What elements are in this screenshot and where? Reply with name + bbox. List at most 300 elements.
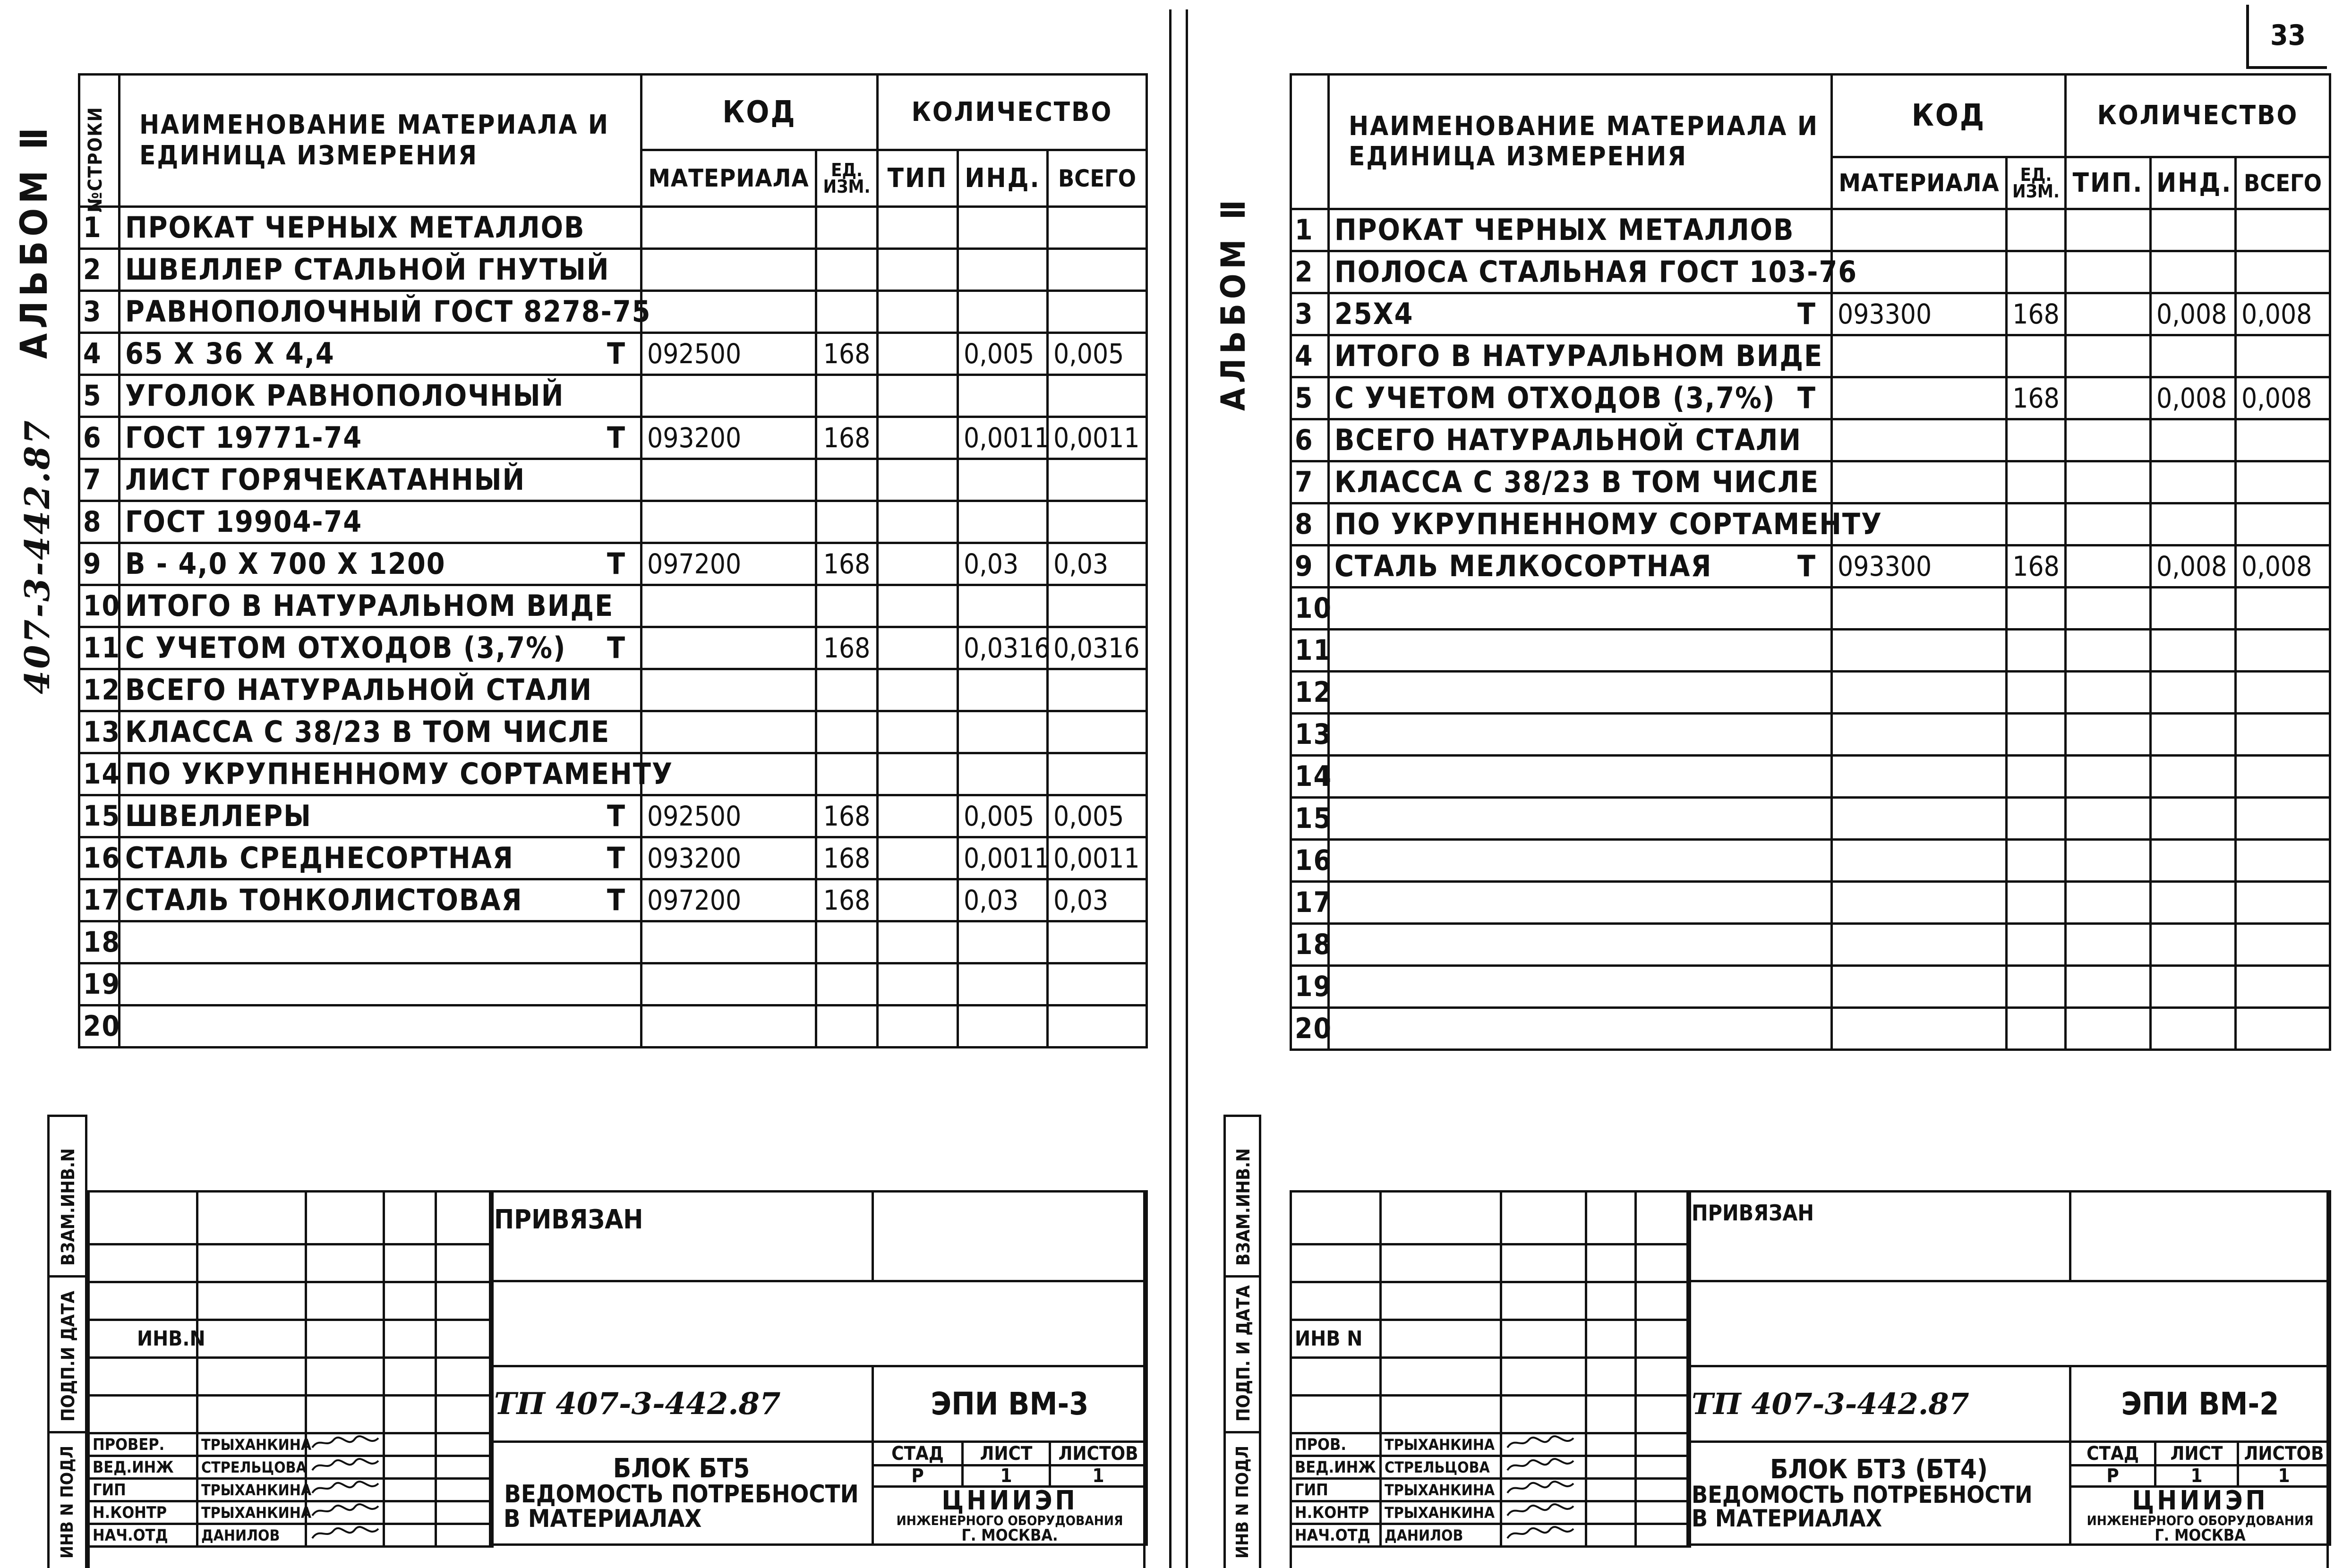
- row-ed: 168: [816, 417, 878, 459]
- kolichestvo-header: КОЛИЧЕСТВО: [878, 75, 1147, 150]
- table-row: [1291, 335, 2330, 377]
- left-privyazan: ПРИВЯЗАН: [490, 1192, 873, 1281]
- row-ind: [958, 585, 1048, 627]
- row-code: [1832, 714, 2007, 756]
- row-ed: [816, 711, 878, 753]
- row-code: [1832, 209, 2007, 251]
- row-tip: [878, 1006, 958, 1048]
- signature-extra: [436, 1501, 493, 1524]
- name-header-line2: ЕДИНИЦА ИЗМЕРЕНИЯ: [139, 140, 479, 171]
- row-number: 6: [1291, 419, 1329, 461]
- signature-name: СТРЕЛЬЦОВА: [197, 1456, 306, 1479]
- row-ind: [958, 207, 1048, 249]
- row-ed: [816, 585, 878, 627]
- signature-mark: [1501, 1433, 1586, 1456]
- table-row: [79, 417, 1147, 459]
- row-total: 0,0316: [1048, 627, 1147, 669]
- left-list-h: ЛИСТ: [963, 1442, 1050, 1466]
- row-tip: [878, 963, 958, 1006]
- table-row: [1291, 672, 2330, 714]
- row-tip: [878, 585, 958, 627]
- row-tip: [878, 375, 958, 417]
- row-ed: 168: [816, 795, 878, 837]
- left-org2: ИНЖЕНЕРНОГО ОБОРУДОВАНИЯ: [896, 1513, 1123, 1528]
- table-row: [1291, 798, 2330, 840]
- row-tip: [2066, 503, 2151, 545]
- row-unit: Т: [607, 799, 626, 833]
- row-tip: [2066, 419, 2151, 461]
- row-tip: [878, 921, 958, 963]
- row-tip: [878, 501, 958, 543]
- row-name-text: ИТОГО В НАТУРАЛЬНОМ ВИДЕ: [1334, 339, 1823, 373]
- row-tip: [2066, 293, 2151, 335]
- row-total: [1048, 711, 1147, 753]
- signature-row: [1291, 1456, 1690, 1479]
- row-ind: [2151, 924, 2236, 966]
- right-title1: БЛОК БТ3 (БТ4): [1770, 1454, 1988, 1485]
- row-tip: [2066, 630, 2151, 672]
- right-podp-label: ПОДП. И ДАТА: [1233, 1285, 1254, 1422]
- row-name-text: ЛИСТ ГОРЯЧЕКАТАННЫЙ: [125, 462, 526, 497]
- row-number: 20: [79, 1006, 120, 1048]
- row-ed: [2007, 714, 2066, 756]
- row-name-text: СТАЛЬ ТОНКОЛИСТОВАЯ: [125, 883, 523, 917]
- row-total: [1048, 291, 1147, 333]
- row-ed: [816, 249, 878, 291]
- row-name-text: ГОСТ 19771-74: [125, 420, 363, 455]
- row-tip: [2066, 209, 2151, 251]
- row-ind: [2151, 966, 2236, 1008]
- table-row: [79, 291, 1147, 333]
- row-tip: [2066, 756, 2151, 798]
- right-rownum-header: [1291, 75, 1329, 209]
- row-ed: [816, 375, 878, 417]
- row-tip: [878, 627, 958, 669]
- row-ed: [2007, 630, 2066, 672]
- signature-row: [1291, 1433, 1690, 1456]
- row-name-text: ВСЕГО НАТУРАЛЬНОЙ СТАЛИ: [125, 673, 593, 707]
- left-inv-label: ИНВ N ПОДЛ: [58, 1446, 77, 1559]
- row-number: 11: [1291, 630, 1329, 672]
- row-name: [1329, 630, 1832, 672]
- row-total: [2236, 1008, 2330, 1050]
- left-org1: ЦНИИЭП: [941, 1485, 1078, 1516]
- signature-date: [384, 1433, 436, 1456]
- row-total: [2236, 924, 2330, 966]
- row-number: 9: [79, 543, 120, 585]
- row-ed: [816, 753, 878, 795]
- signature-extra: [1636, 1501, 1690, 1524]
- row-total: 0,0011: [1048, 837, 1147, 879]
- row-total: [2236, 756, 2330, 798]
- row-number: 14: [79, 753, 120, 795]
- right-org1: ЦНИИЭП: [2132, 1485, 2268, 1516]
- row-name: [1329, 840, 1832, 882]
- row-tip: [878, 669, 958, 711]
- row-number: 12: [1291, 672, 1329, 714]
- row-ed: [2007, 756, 2066, 798]
- row-number: 13: [79, 711, 120, 753]
- left-listov-h: ЛИСТОВ: [1050, 1442, 1147, 1466]
- row-number: 6: [79, 417, 120, 459]
- row-total: 0,008: [2236, 545, 2330, 588]
- row-name: [1329, 209, 1832, 251]
- row-name: [1329, 756, 1832, 798]
- row-ind: [2151, 335, 2236, 377]
- row-code: [641, 627, 816, 669]
- row-tip: [2066, 251, 2151, 293]
- row-name: [1329, 798, 1832, 840]
- signature-role: Н.КОНТР: [89, 1501, 197, 1524]
- row-ind: 0,005: [958, 795, 1048, 837]
- row-name-text: СТАЛЬ МЕЛКОСОРТНАЯ: [1334, 549, 1712, 583]
- row-ind: [2151, 714, 2236, 756]
- row-code: [641, 1006, 816, 1048]
- row-name-text: С УЧЕТОМ ОТХОДОВ (3,7%): [1334, 381, 1776, 415]
- row-ed: [2007, 335, 2066, 377]
- row-name-text: ПРОКАТ ЧЕРНЫХ МЕТАЛЛОВ: [125, 210, 585, 245]
- row-ed: 168: [2007, 377, 2066, 419]
- row-ind: 0,005: [958, 333, 1048, 375]
- row-tip: [2066, 461, 2151, 503]
- right-name-header-line1: НАИМЕНОВАНИЕ МАТЕРИАЛА И: [1349, 111, 1819, 142]
- signature-extra: [436, 1524, 493, 1547]
- right-title3: В МАТЕРИАЛАХ: [1692, 1504, 1882, 1532]
- row-ed: 168: [816, 543, 878, 585]
- signature-role: НАЧ.ОТД: [1291, 1524, 1381, 1547]
- row-total: 0,03: [1048, 879, 1147, 921]
- row-ind: [2151, 756, 2236, 798]
- row-ed: [2007, 209, 2066, 251]
- row-total: [1048, 753, 1147, 795]
- row-name: [120, 375, 641, 417]
- row-unit: Т: [607, 420, 626, 455]
- signature-role: Н.КОНТР: [1291, 1501, 1381, 1524]
- row-ind: 0,0011: [958, 417, 1048, 459]
- table-row: [1291, 377, 2330, 419]
- row-name: [120, 333, 641, 375]
- row-name: [120, 249, 641, 291]
- table-row: [1291, 419, 2330, 461]
- row-ed: [2007, 798, 2066, 840]
- row-name: [1329, 251, 1858, 293]
- row-tip: [878, 837, 958, 879]
- row-tip: [2066, 924, 2151, 966]
- right-privyazan: ПРИВЯЗАН: [1688, 1192, 2070, 1281]
- left-album-label: АЛЬБОМ Ⅱ: [13, 123, 56, 359]
- row-total: [2236, 588, 2330, 630]
- row-total: [1048, 963, 1147, 1006]
- row-ed: [2007, 924, 2066, 966]
- right-org3: Г. МОСКВА: [2155, 1526, 2246, 1545]
- row-name: [1329, 924, 1832, 966]
- row-total: [1048, 249, 1147, 291]
- row-total: [2236, 882, 2330, 924]
- row-total: [1048, 585, 1147, 627]
- signature-extra: [436, 1456, 493, 1479]
- signature-extra: [1636, 1524, 1690, 1547]
- signature-date: [384, 1479, 436, 1501]
- row-number: 10: [1291, 588, 1329, 630]
- row-tip: [878, 543, 958, 585]
- row-ind: 0,0316: [958, 627, 1048, 669]
- row-code: [1832, 251, 2007, 293]
- vsego-header: ВСЕГО: [1048, 150, 1147, 207]
- row-unit: Т: [1797, 381, 1816, 415]
- table-row: [79, 585, 1147, 627]
- row-code: [641, 249, 816, 291]
- signature-name: ТРЫХАНКИНА: [1381, 1479, 1501, 1501]
- row-code: [1832, 756, 2007, 798]
- row-name-text: СТАЛЬ СРЕДНЕСОРТНАЯ: [125, 841, 514, 875]
- signature-date: [1586, 1524, 1636, 1547]
- row-name: [1329, 377, 1832, 419]
- signature-role: ВЕД.ИНЖ: [89, 1456, 197, 1479]
- signature-scribble-icon: [1505, 1434, 1576, 1451]
- row-ind: [2151, 461, 2236, 503]
- row-code: [1832, 840, 2007, 882]
- row-tip: [2066, 1008, 2151, 1050]
- row-ind: [2151, 419, 2236, 461]
- row-number: 1: [79, 207, 120, 249]
- right-list-h: ЛИСТ: [2155, 1442, 2238, 1466]
- right-material-header: МАТЕРИАЛА: [1832, 157, 2007, 209]
- row-name: [1329, 588, 1832, 630]
- row-total: [1048, 501, 1147, 543]
- row-ind: 0,008: [2151, 377, 2236, 419]
- right-signature-grid: [1290, 1190, 1691, 1548]
- row-number: 4: [79, 333, 120, 375]
- row-unit: Т: [607, 336, 626, 371]
- row-ed: [2007, 882, 2066, 924]
- row-ind: [2151, 798, 2236, 840]
- row-ed: 168: [816, 333, 878, 375]
- row-name: [120, 795, 641, 837]
- row-ind: [958, 753, 1048, 795]
- row-code: [1832, 419, 2007, 461]
- row-total: 0,008: [2236, 377, 2330, 419]
- row-ind: [2151, 251, 2236, 293]
- signature-date: [1586, 1501, 1636, 1524]
- row-total: [2236, 966, 2330, 1008]
- row-name-text: ШВЕЛЛЕР СТАЛЬНОЙ ГНУТЫЙ: [125, 252, 610, 287]
- signature-mark: [306, 1501, 384, 1524]
- row-code: [1832, 461, 2007, 503]
- row-code: [641, 207, 816, 249]
- row-code: [641, 501, 816, 543]
- row-code: 093300: [1832, 545, 2007, 588]
- row-ind: [958, 921, 1048, 963]
- signature-role: ВЕД.ИНЖ: [1291, 1456, 1381, 1479]
- row-code: [641, 921, 816, 963]
- row-code: 092500: [641, 795, 816, 837]
- row-code: 093300: [1832, 293, 2007, 335]
- right-inv-cell: ИНВ N: [1291, 1320, 1381, 1358]
- left-listov-v: 1: [1050, 1466, 1147, 1487]
- row-code: 097200: [641, 879, 816, 921]
- row-ed: [2007, 672, 2066, 714]
- row-ed: 168: [816, 879, 878, 921]
- row-code: [641, 585, 816, 627]
- row-ind: [2151, 503, 2236, 545]
- signature-row: [89, 1501, 493, 1524]
- row-name: [1329, 882, 1832, 924]
- right-kod-header: КОД: [1832, 75, 2066, 157]
- row-name: [120, 837, 641, 879]
- signature-scribble-icon: [310, 1457, 381, 1474]
- row-total: [2236, 714, 2330, 756]
- row-ed: [2007, 251, 2066, 293]
- row-ind: [958, 459, 1048, 501]
- signature-mark: [306, 1524, 384, 1547]
- row-ed: 168: [2007, 545, 2066, 588]
- row-ed: [816, 1006, 878, 1048]
- row-number: 18: [79, 921, 120, 963]
- row-name-text: 65 Х 36 Х 4,4: [125, 336, 335, 371]
- row-total: [1048, 921, 1147, 963]
- page-number: 33: [2246, 5, 2327, 69]
- row-name: [120, 207, 641, 249]
- signature-name: ТРЫХАНКИНА: [197, 1501, 306, 1524]
- row-ind: [2151, 630, 2236, 672]
- table-row: [1291, 630, 2330, 672]
- signature-scribble-icon: [310, 1434, 381, 1451]
- signature-mark: [1501, 1456, 1586, 1479]
- ed-izm-header: [816, 150, 878, 207]
- left-side-divider-2: [47, 1431, 87, 1433]
- row-name: [120, 585, 641, 627]
- row-tip: [2066, 840, 2151, 882]
- row-code: [1832, 966, 2007, 1008]
- table-row: [79, 795, 1147, 837]
- row-name: [120, 753, 674, 795]
- row-ind: [958, 963, 1048, 1006]
- row-code: [1832, 672, 2007, 714]
- signature-scribble-icon: [310, 1525, 381, 1542]
- signature-role: ГИП: [89, 1479, 197, 1501]
- row-name: [120, 921, 641, 963]
- tip-header: ТИП: [878, 150, 958, 207]
- right-vzam-label: ВЗАМ.ИНВ.N: [1233, 1148, 1254, 1266]
- row-number: 4: [1291, 335, 1329, 377]
- material-header: МАТЕРИАЛА: [641, 150, 816, 207]
- left-org-cell: [873, 1487, 1147, 1545]
- right-tip-header: ТИП.: [2066, 157, 2151, 209]
- row-number: 8: [1291, 503, 1329, 545]
- table-row: [79, 333, 1147, 375]
- row-tip: [2066, 714, 2151, 756]
- row-name: [120, 459, 641, 501]
- row-name-text: С УЧЕТОМ ОТХОДОВ (3,7%): [125, 631, 566, 665]
- row-number: 18: [1291, 924, 1329, 966]
- row-number: 13: [1291, 714, 1329, 756]
- row-ed: [2007, 1008, 2066, 1050]
- row-tip: [878, 795, 958, 837]
- row-ind: [958, 501, 1048, 543]
- row-number: 5: [1291, 377, 1329, 419]
- row-ind: [958, 711, 1048, 753]
- row-tip: [878, 333, 958, 375]
- row-name-text: ШВЕЛЛЕРЫ: [125, 799, 312, 833]
- signature-mark: [1501, 1501, 1586, 1524]
- table-row: [79, 543, 1147, 585]
- row-number: 19: [1291, 966, 1329, 1008]
- row-number: 16: [1291, 840, 1329, 882]
- row-ind: [2151, 209, 2236, 251]
- right-album-label: АЛЬБОМ Ⅱ: [1214, 195, 1253, 411]
- signature-mark: [306, 1433, 384, 1456]
- signature-name: ДАНИЛОВ: [197, 1524, 306, 1547]
- table-row: [79, 837, 1147, 879]
- right-doc-number: ТП 407-3-442.87: [1688, 1366, 2070, 1442]
- table-row: [1291, 251, 2330, 293]
- row-total: [2236, 798, 2330, 840]
- row-ind: [958, 291, 1048, 333]
- table-row: [1291, 882, 2330, 924]
- row-tip: [878, 711, 958, 753]
- row-ed: 168: [2007, 293, 2066, 335]
- table-row: [1291, 714, 2330, 756]
- signature-date: [384, 1524, 436, 1547]
- row-code: [1832, 630, 2007, 672]
- row-tip: [878, 249, 958, 291]
- row-tip: [878, 459, 958, 501]
- left-stad-h: СТАД: [873, 1442, 963, 1466]
- row-total: 0,005: [1048, 333, 1147, 375]
- left-stamp-right: [489, 1190, 1148, 1546]
- row-name: [1329, 1008, 1832, 1050]
- row-ind: [958, 375, 1048, 417]
- row-code: 097200: [641, 543, 816, 585]
- row-tip: [878, 879, 958, 921]
- signature-scribble-icon: [310, 1502, 381, 1519]
- row-name: [1329, 335, 1832, 377]
- row-code: [1832, 335, 2007, 377]
- row-name-text: ГОСТ 19904-74: [125, 504, 363, 539]
- row-total: [2236, 672, 2330, 714]
- row-number: 2: [1291, 251, 1329, 293]
- table-row: [79, 1006, 1147, 1048]
- right-org-cell: [2070, 1487, 2330, 1545]
- signature-scribble-icon: [1505, 1457, 1576, 1474]
- ind-header: ИНД.: [958, 150, 1048, 207]
- table-row: [79, 753, 1147, 795]
- row-name: [1329, 545, 1832, 588]
- row-number: 10: [79, 585, 120, 627]
- row-tip: [2066, 545, 2151, 588]
- row-name: [120, 1006, 641, 1048]
- signature-extra: [436, 1479, 493, 1501]
- row-unit: Т: [607, 841, 626, 875]
- table-row: [1291, 503, 2330, 545]
- signature-name: СТРЕЛЬЦОВА: [1381, 1456, 1501, 1479]
- row-ind: [2151, 840, 2236, 882]
- row-ind: 0,0011: [958, 837, 1048, 879]
- row-name-text: УГОЛОК РАВНОПОЛОЧНЫЙ: [125, 378, 564, 413]
- row-number: 15: [1291, 798, 1329, 840]
- table-row: [1291, 588, 2330, 630]
- row-tip: [2066, 377, 2151, 419]
- signature-row: [1291, 1479, 1690, 1501]
- row-ed: [2007, 503, 2066, 545]
- signature-extra: [1636, 1433, 1690, 1456]
- left-title3: В МАТЕРИАЛАХ: [504, 1504, 702, 1533]
- row-ind: [958, 1006, 1048, 1048]
- row-total: [1048, 207, 1147, 249]
- row-total: [1048, 669, 1147, 711]
- row-number: 8: [79, 501, 120, 543]
- left-list-v: 1: [963, 1466, 1050, 1487]
